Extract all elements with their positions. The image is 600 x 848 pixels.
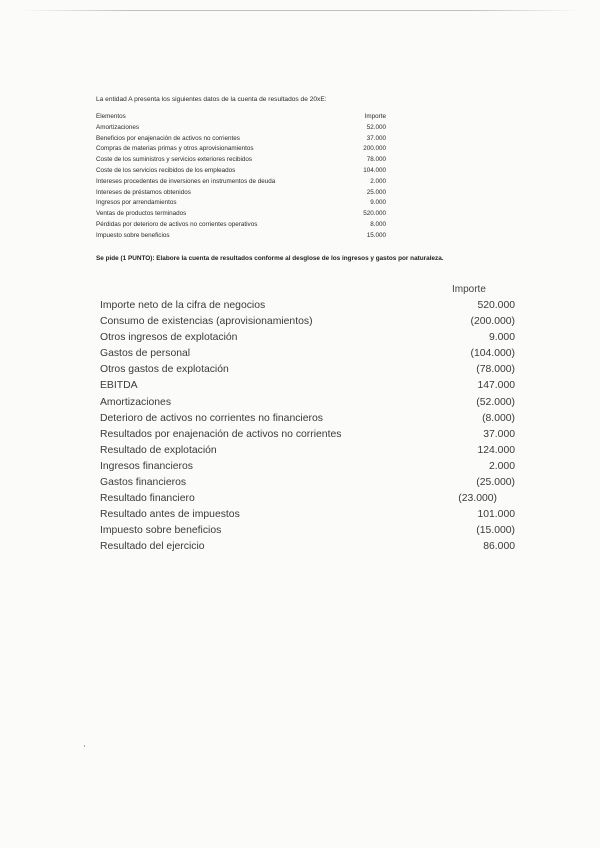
result-label: Resultado antes de impuestos [100,509,240,521]
row-label: Amortizaciones [96,123,140,131]
result-value: (104.000) [470,348,515,360]
result-label: Gastos financieros [100,477,187,489]
table-row [96,134,386,145]
table-row [96,198,386,209]
list-item [100,411,515,427]
list-item [100,507,515,523]
list-item [100,395,515,411]
row-value: 37.000 [366,134,386,142]
result-label: Resultado del ejercicio [100,541,205,553]
row-label: Beneficios por enajenación de activos no corrientes [96,134,240,142]
result-label: Deterioro de activos no corrientes no financieros [100,412,323,424]
row-label: Ingresos por arrendamientos [96,199,177,207]
result-value: (25.000) [476,477,515,489]
list-item [100,298,515,314]
row-label: Intereses de préstamos obtenidos [96,188,191,196]
result-label: EBITDA [100,380,138,392]
list-item [100,443,515,459]
result-value: 124.000 [477,444,515,456]
result-value: 147.000 [477,380,515,392]
result-label: Ingresos financieros [100,460,193,472]
row-value: 8.000 [370,220,386,228]
header-importe: Importe [364,113,386,120]
table-row [96,209,386,220]
table-row [96,155,386,166]
list-item [100,491,515,507]
table-row [96,231,386,242]
task-statement: Se pide (1 PUNTO): Elabore la cuenta de resultados conforme al desglose de los ingresos y gastos por naturaleza. [96,255,444,262]
result-label: Resultado de explotación [100,444,217,456]
row-label: Ventas de productos terminados [96,210,187,218]
scan-speck [84,745,85,747]
result-value: 520.000 [477,300,515,311]
result-value: (52.000) [476,396,515,408]
result-value: 86.000 [483,541,515,553]
given-data-table [96,112,386,242]
results-header-importe: Importe [452,284,486,295]
row-value: 25.000 [366,188,386,196]
result-label: Impuesto sobre beneficios [100,525,222,537]
list-item [100,459,515,475]
list-item [100,427,515,443]
result-value: (78.000) [476,364,515,376]
result-value: (15.000) [476,525,515,537]
result-value: 9.000 [488,332,515,344]
result-label: Consumo de existencias (aprovisionamientos) [100,316,313,328]
table-row [96,188,386,199]
row-value: 78.000 [366,156,386,164]
row-value: 2.000 [370,177,386,185]
scan-edge-line [20,10,580,11]
result-label: Amortizaciones [100,396,172,408]
row-label: Coste de los suministros y servicios exteriores recibidos [96,156,253,164]
row-value: 52.000 [366,123,386,131]
list-item [100,523,515,539]
list-item [100,539,515,555]
given-data-header [96,112,386,123]
result-label: Importe neto de la cifra de negocios [100,300,266,311]
result-value: (8.000) [482,412,515,424]
row-value: 9.000 [370,199,386,207]
income-statement [100,298,515,556]
table-row [96,166,386,177]
table-row [96,177,386,188]
table-row [96,123,386,134]
result-value: (23.000) [458,493,497,505]
intro-text: La entidad A presenta los siguientes datos de la cuenta de resultados de 20xE: [96,96,327,103]
row-value: 520.000 [363,210,386,218]
header-elementos: Elementos [96,113,126,120]
result-value: 101.000 [477,509,515,521]
row-value: 15.000 [366,231,386,239]
list-item [100,475,515,491]
row-label: Pérdidas por deterioro de activos no corrientes operativos [96,220,258,228]
result-value: 37.000 [483,428,515,440]
table-row [96,220,386,231]
list-item [100,314,515,330]
result-label: Resultados por enajenación de activos no corrientes [100,428,342,440]
list-item [100,330,515,346]
result-value: 2.000 [488,460,515,472]
row-value: 104.000 [363,166,386,174]
list-item [100,378,515,394]
row-label: Impuesto sobre beneficios [96,231,170,239]
table-row [96,144,386,155]
list-item [100,346,515,362]
row-value: 200.000 [363,145,386,153]
row-label: Compras de materias primas y otros aprovisionamientos [96,145,254,153]
list-item [100,362,515,378]
result-label: Gastos de personal [100,348,191,360]
row-label: Coste de los servicios recibidos de los empleados [96,166,236,174]
result-label: Resultado financiero [100,493,195,505]
result-label: Otros ingresos de explotación [100,332,238,344]
row-label: Intereses procedentes de inversiones en instrumentos de deuda [96,177,276,185]
result-value: (200.000) [470,316,515,328]
result-label: Otros gastos de explotación [100,364,229,376]
